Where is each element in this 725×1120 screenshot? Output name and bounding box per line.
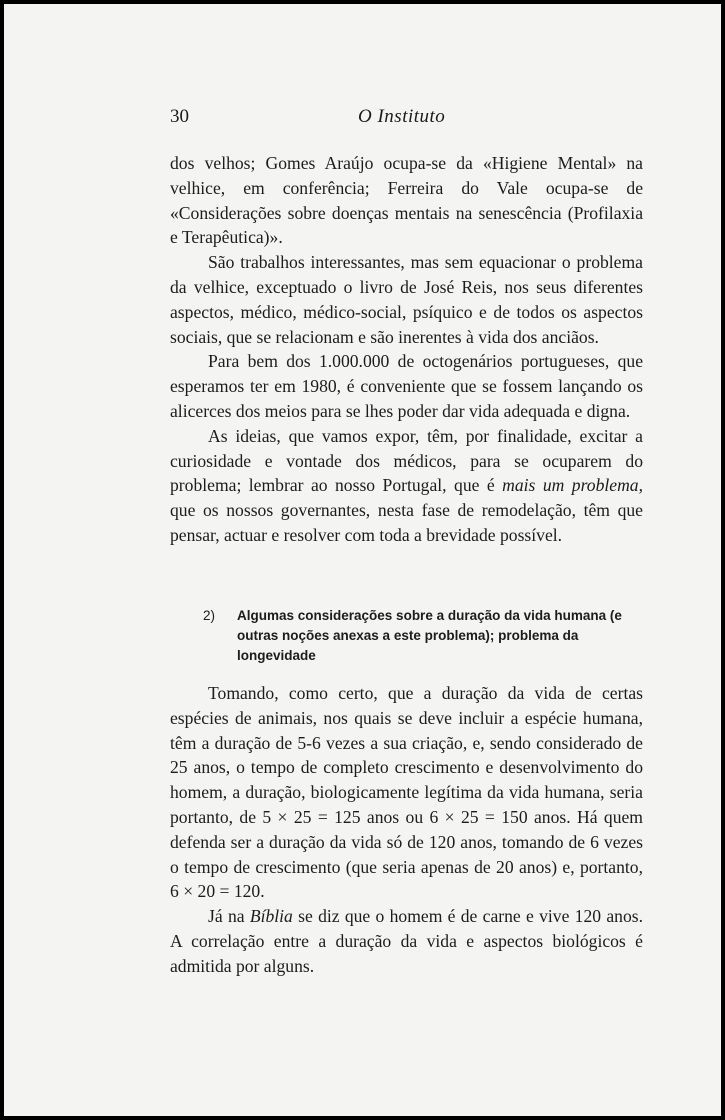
body-text-bottom (170, 681, 643, 979)
paragraph-6 (170, 904, 643, 978)
paragraph-6-text-a: Já na (208, 906, 250, 927)
paragraph-6-text-b: se diz que o homem é de carne e vive 120 anos. A correlação entre a duração da vida e aspectos biológicos é admitida por alguns. (170, 906, 643, 976)
page-number: 30 (170, 106, 189, 127)
section-heading (203, 606, 648, 666)
paragraph-4-text-a: As ideias, que vamos expor, têm, por finalidade, excitar a curiosidade e vontade dos médicos, para se ocuparem do problema; lembrar ao nosso Portugal, que é (170, 425, 643, 496)
paragraph-3: Para bem dos 1.000.000 de octogenários portugueses, que esperamos ter em 1980, é conveniente que se fossem lançando os alicerces dos meios para se lhes poder dar vida adequada e digna. (170, 351, 643, 421)
paragraph-4 (170, 424, 643, 548)
section-title: Algumas considerações sobre a duração da vida humana (e outras noções anexas a este problema); problema da longevidade (237, 608, 622, 663)
paragraph-6-emphasis: Bíblia (249, 906, 293, 927)
paragraph-1: dos velhos; Gomes Araújo ocupa-se da «Higiene Mental» na velhice, em conferência; Ferreira do Vale ocupa-se de «Considerações sobre doenças mentais na senescência (Profilaxia e Terapêutica)». (170, 153, 643, 248)
body-text-top (170, 151, 643, 548)
running-title: O Instituto (358, 106, 446, 127)
page-header (170, 106, 637, 136)
page (4, 4, 721, 1116)
paragraph-4-text-b: que os nossos governantes, nesta fase de remodelação, têm que pensar, actuar e resolver com toda a brevidade possível. (170, 500, 643, 545)
paragraph-5: Tomando, como certo, que a duração da vida de certas espécies de animais, nos quais se deve incluir a espécie humana, têm a duração de 5-6 vezes a sua criação, e, sendo considerado de 25 anos, o tempo de completo crescimento e desenvolvimento do homem, a duração, biologicamente legítima da vida humana, seria portanto, de 5 × 25 = 125 anos ou 6 × 25 = 150 anos. Há quem defenda ser a duração da vida só de 120 anos, tomando de 6 vezes o tempo de crescimento (que seria apenas de 20 anos) e, portanto, 6 × 20 = 120. (170, 683, 643, 902)
paragraph-2: São trabalhos interessantes, mas sem equacionar o problema da velhice, exceptuado o livro de José Reis, nos seus diferentes aspectos, médico, médico-social, psíquico e de todos os aspectos sociais, que se relacionam e são inerentes à vida dos anciãos. (170, 252, 643, 347)
section-number: 2) (203, 608, 216, 623)
paragraph-4-emphasis: mais um problema, (502, 475, 643, 496)
